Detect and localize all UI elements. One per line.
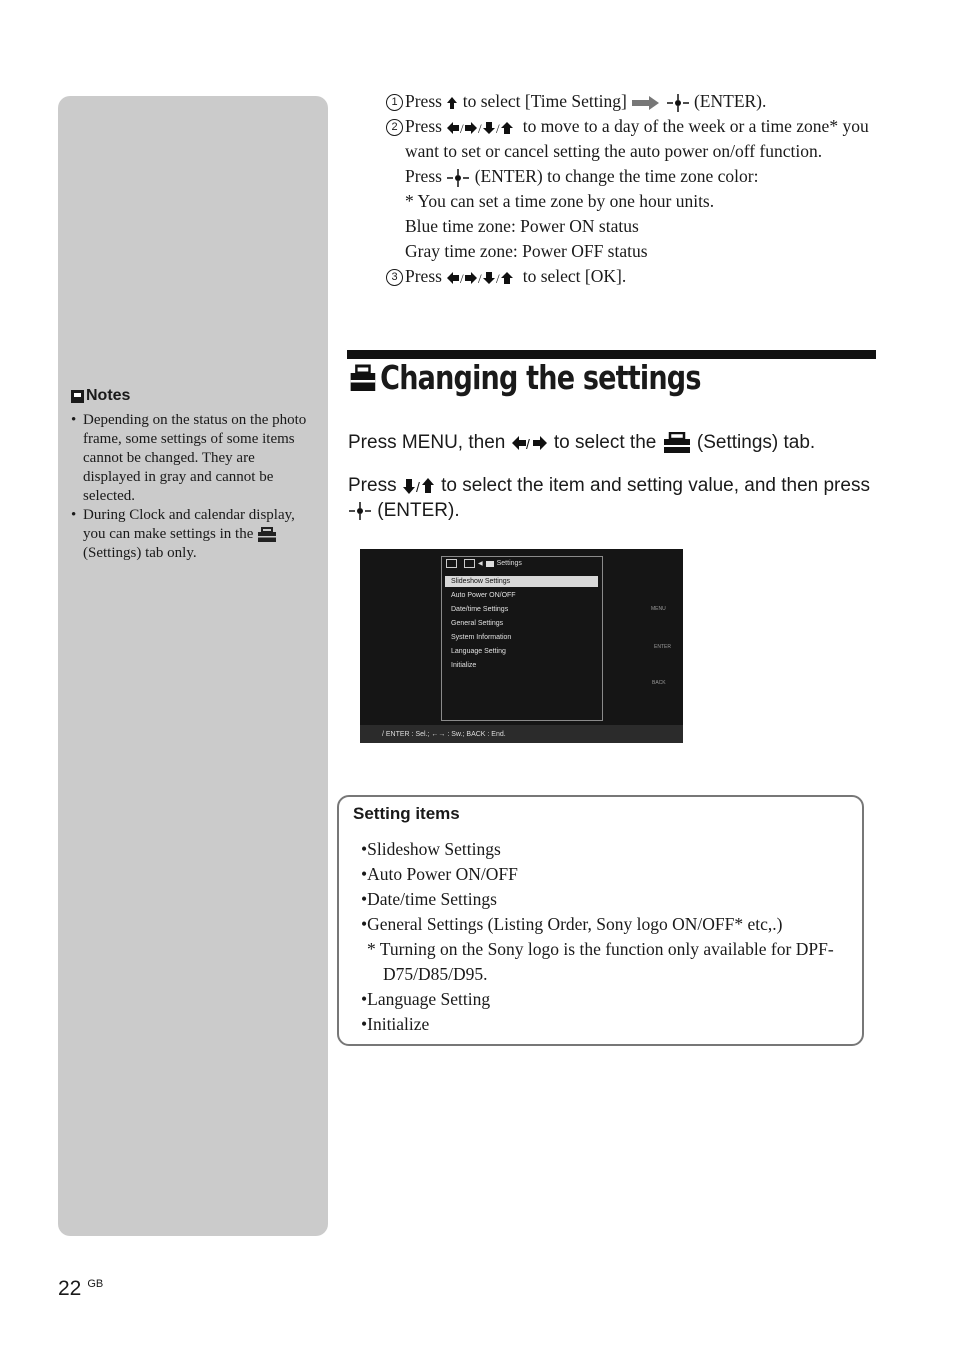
step-text-part: (ENTER).	[689, 91, 767, 111]
svg-text:/: /	[415, 478, 420, 495]
setting-items-title: Setting items	[353, 804, 460, 823]
step-text-part: Press	[405, 116, 447, 136]
setting-item: •Date/time Settings	[361, 889, 497, 909]
step-number: 1	[386, 94, 403, 111]
settings-toolbox-icon	[349, 363, 377, 393]
settings-toolbox-icon	[257, 527, 277, 543]
menu-item-system-info[interactable]: System Information	[451, 634, 512, 641]
side-back-label: BACK	[652, 680, 666, 686]
lead-text: (ENTER).	[372, 500, 460, 521]
setting-item: •Initialize	[361, 1014, 430, 1034]
arrows-up-down-icon	[402, 477, 436, 495]
lead-text: to select the item and setting value, and then press	[435, 475, 870, 496]
svg-text:/: /	[525, 435, 530, 451]
step-3	[386, 264, 886, 289]
status-text: / ENTER : Sel.; ←→ : Sw.; BACK : End.	[382, 730, 506, 738]
step-text-part: Press	[405, 166, 447, 186]
note-text: (Settings) tab only.	[83, 545, 197, 561]
settings-tab-icon	[486, 561, 494, 567]
enter-icon	[348, 501, 372, 521]
page-title	[349, 358, 701, 397]
menu-item-initialize[interactable]: Initialize	[451, 662, 477, 669]
page-number	[58, 1277, 103, 1301]
notes-title: Notes	[86, 387, 131, 404]
step-text-part: Press	[405, 266, 447, 286]
step-text	[405, 264, 886, 289]
lead-text: Press	[348, 475, 402, 496]
note-item	[71, 411, 311, 506]
search-tab-icon	[446, 559, 457, 568]
step-text-part: Press	[405, 91, 447, 111]
settings-tab-label: Settings	[496, 560, 522, 567]
menu-item-general[interactable]: General Settings	[451, 620, 504, 627]
arrows-4way-icon	[446, 271, 518, 285]
enter-icon	[446, 168, 470, 188]
side-enter-label: ENTER	[654, 644, 671, 650]
menu-item-slideshow[interactable]: Slideshow Settings	[445, 576, 598, 587]
step-2-blue: Blue time zone: Power ON status	[405, 216, 639, 236]
slideshow-tab-icon	[464, 559, 475, 568]
setting-item: •Auto Power ON/OFF	[361, 864, 518, 884]
svg-text:/: /	[478, 120, 482, 135]
note-text: Depending on the status on the photo frame, some settings of some items cannot be changed. They are displayed in gray and cannot be selected.	[83, 412, 307, 504]
lead-text: (Settings) tab.	[691, 432, 816, 453]
settings-toolbox-icon	[662, 432, 692, 454]
step-number: 2	[386, 119, 403, 136]
heading-text: Changing the settings	[380, 358, 701, 397]
notes-list	[71, 411, 311, 563]
menu-tab-bar	[446, 559, 522, 568]
step-2-gray: Gray time zone: Power OFF status	[405, 241, 648, 261]
arrow-up-icon	[446, 96, 458, 110]
step-2-note: * You can set a time zone by one hour units.	[405, 191, 715, 211]
step-1	[386, 89, 886, 114]
svg-text:/: /	[496, 270, 500, 285]
note-text: During Clock and calendar display, you can make settings in the	[83, 507, 295, 542]
step-text-part: to move to a day of the week or a time zone* you want to set or cancel setting the auto power on/off function.	[405, 116, 869, 161]
menu-item-date-time[interactable]: Date/time Settings	[451, 606, 509, 613]
svg-text:/: /	[496, 120, 500, 135]
settings-screen-image	[360, 549, 683, 743]
lead-paragraph-2	[348, 473, 878, 523]
time-setting-steps	[386, 89, 886, 289]
notes-icon	[71, 390, 84, 403]
step-2-press	[386, 164, 886, 189]
menu-item-auto-power[interactable]: Auto Power ON/OFF	[451, 592, 516, 599]
lead-text: to select the	[548, 432, 662, 453]
menu-item-language[interactable]: Language Setting	[451, 648, 506, 655]
arrows-4way-icon	[446, 121, 518, 135]
step-2	[386, 114, 886, 164]
left-arrow-icon: ◀	[478, 561, 483, 567]
notes-sidebar	[58, 96, 328, 1236]
step-text-part: to select [Time Setting]	[458, 91, 632, 111]
step-text	[405, 114, 886, 164]
setting-item: •Language Setting	[361, 989, 491, 1009]
notes-heading	[71, 387, 130, 405]
setting-items-list	[361, 837, 851, 1037]
svg-text:/: /	[460, 270, 464, 285]
lead-paragraph-1	[348, 430, 878, 455]
page-number-value: 22	[58, 1277, 82, 1300]
step-text-part: (ENTER) to change the time zone color:	[470, 166, 759, 186]
setting-items-box	[337, 795, 864, 1046]
settings-menu	[441, 556, 603, 721]
note-item	[71, 506, 311, 563]
step-text	[405, 89, 886, 114]
setting-item: •General Settings (Listing Order, Sony logo ON/OFF* etc,.)	[361, 914, 783, 934]
screen-status-bar	[360, 725, 683, 743]
enter-icon	[666, 93, 690, 113]
right-arrow-icon	[631, 96, 661, 110]
svg-text:/: /	[460, 120, 464, 135]
arrows-left-right-icon	[511, 435, 549, 451]
svg-text:/: /	[478, 270, 482, 285]
page-language: GB	[87, 1278, 104, 1290]
side-menu-label: MENU	[651, 606, 666, 612]
lead-text: Press MENU, then	[348, 432, 511, 453]
step-text-part: to select [OK].	[518, 266, 627, 286]
setting-item: •Slideshow Settings	[361, 839, 501, 859]
step-number: 3	[386, 269, 403, 286]
setting-item-note: * Turning on the Sony logo is the function only available for DPF-D75/D85/D95.	[367, 939, 834, 984]
